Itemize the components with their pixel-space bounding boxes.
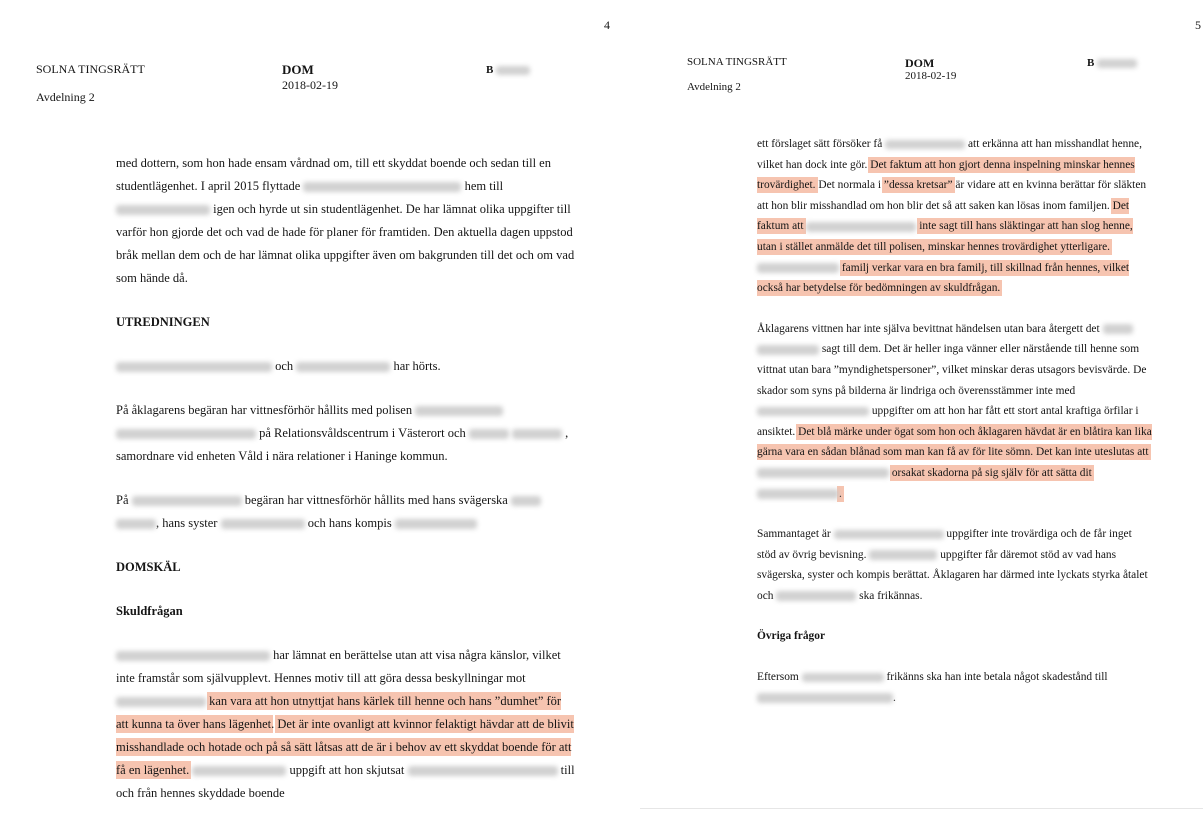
highlighted-text: Det blå märke under ögat som hon och åklagaren hävdat är en blåtira kan lika gärna vara en sådan blånad som man kan få av för lite sömn. Det kan inte uteslutas att xyxy=(757,425,1152,459)
text-run: uppgifter om att hon har fått ett stort antal kraftiga örfilar i ansiktet. xyxy=(757,405,1139,438)
text-run: frikänns ska han inte betala något skadestånd till xyxy=(886,671,1108,684)
redacted-name xyxy=(132,496,242,507)
redacted-name xyxy=(116,205,210,216)
highlighted-text: familj verkar vara en bra familj, till skillnad från hennes, xyxy=(841,261,1101,274)
text-run: Det normala i xyxy=(818,179,882,192)
heading-domskal: DOMSKÄL xyxy=(116,560,181,574)
court-name: SOLNA TINGSRÄTT xyxy=(36,62,145,76)
highlighted-text: Det faktum att hon gjort denna inspelning minskar hennes trovärdighet. xyxy=(757,158,1135,192)
redacted-name xyxy=(776,591,856,601)
heading-skuldfragan: Skuldfrågan xyxy=(116,604,183,618)
text-run: är vidare att en kvinna berättar för släkten att hon blir misshandlad om hon blir det så att saken kan lösas inom familjen. xyxy=(757,179,1147,212)
text-run: på Relationsvåldscentrum i Västerort och xyxy=(259,426,466,440)
redacted-name xyxy=(806,222,916,232)
paragraph-background xyxy=(116,152,576,290)
document-date: 2018-02-19 xyxy=(905,70,957,82)
text-run: På xyxy=(116,493,129,507)
text-run: sagt till dem. Det är heller inga vänner eller närstående till henne som vittnat utan bara ”myndighetspersoner”, vilket minskar deras utsagors bevisvärde. De skador som syns på bilderna är lindriga och överensstämmer inte med xyxy=(757,343,1147,397)
text-run: ett förslaget sätt försöker få xyxy=(757,138,883,150)
court-name: SOLNA TINGSRÄTT xyxy=(687,56,787,68)
case-prefix: B xyxy=(486,64,494,76)
highlighted-text: vilket också har betydelse för bedömningen av skuldfrågan. xyxy=(757,261,1130,295)
text-run: , samordnare vid enheten Våld i nära relationer i Haninge kommun. xyxy=(116,426,569,463)
document-type: DOM xyxy=(905,56,935,70)
redacted-name xyxy=(757,345,819,355)
redacted-name xyxy=(116,651,270,662)
redacted-name xyxy=(511,496,541,507)
highlighted-text: ”dessa kretsar” xyxy=(883,179,953,192)
text-run: och xyxy=(275,359,294,373)
text-run: uppgifter får däremot stöd av vad hans svägerska, syster och kompis berättat. Åklagaren har därmed inte lyckats styrka åtalet och xyxy=(757,548,1148,602)
judgment-body-left xyxy=(116,152,576,805)
paragraph-summary xyxy=(757,524,1152,606)
text-run: . xyxy=(271,717,275,731)
heading-utredningen: UTREDNINGEN xyxy=(116,315,210,329)
paragraph-prosecutor-witnesses xyxy=(116,399,576,468)
redacted-name xyxy=(116,362,272,373)
paragraph-recording xyxy=(757,134,1152,299)
paragraph-witnesses: Åklagarens vittnen har inte själva bevittnat händelsen utan bara återgett det sagt till dem. Det är heller inga vänner eller närstående till henne som vittnat utan bara ”myndighetspersoner”, vilket minskar deras utsagors bevisvärde. De skador som syns på bilderna är lindriga och överensstämmer inte med uppgifter om att hon har fått ett stort antal kraftiga örfilar i ansiktet. Det blå märke under ögat som hon och åklagaren hävdat är en blåtira kan lika gärna vara en sådan blånad som man kan få av för lite sömn. Det kan inte uteslutas att orsakat skadorna på sig själv för att sätta dit . xyxy=(757,322,1152,500)
page-number: 5 xyxy=(1195,18,1201,32)
heading-ovriga-fragor: Övriga frågor xyxy=(757,630,826,643)
text-run: och hans kompis xyxy=(307,516,392,530)
redacted-name xyxy=(1103,324,1133,334)
highlighted-text: kan vara att hon utnyttjat hans kärlek till henne och hans ”dumhet” för att kunna ta över hans lägenhet xyxy=(116,694,562,731)
document-page-right xyxy=(640,0,1203,815)
text-run: att erkänna att han misshandlat henne, vilket han dock inte gör. xyxy=(757,138,1142,171)
page-divider xyxy=(640,808,1203,809)
paragraph-defendant-witnesses xyxy=(116,489,576,535)
text-run: till och från hennes skyddade boende xyxy=(116,763,575,800)
text-run: Åklagarens vittnen har inte själva bevittnat händelsen utan bara återgett det xyxy=(757,322,1100,335)
highlighted-text: inte sagt till hans släktingar att han slog henne, utan i stället anmälde det till polisen, minskar hennes trovärdighet ytterligare. xyxy=(757,220,1133,253)
text-run: med dottern, som hon hade ensam vårdnad om, till ett skyddat boende och sedan till en studentlägenhet. I april 2015 flyttade xyxy=(116,156,551,193)
redacted-name xyxy=(757,263,839,273)
department: Avdelning 2 xyxy=(36,90,95,104)
highlighted-text: Det är inte ovanligt att kvinnor felaktigt hävdar att de blivit misshandlade och hotade och på så sätt låtsas att de är i behov av ett skyddat boende för att få en lägenhet. xyxy=(116,717,574,777)
department: Avdelning 2 xyxy=(687,81,741,93)
redacted-name xyxy=(869,550,937,560)
text-run: uppgift att hon skjutsat xyxy=(289,763,405,777)
page-number: 4 xyxy=(604,18,610,32)
paragraph-assessment xyxy=(116,644,576,805)
highlighted-text: orsakat skadorna på sig själv för att sätta dit xyxy=(891,466,1092,479)
redacted-name xyxy=(469,429,509,440)
redacted-name xyxy=(415,406,503,417)
redacted-name xyxy=(116,697,206,708)
redacted-name xyxy=(303,182,461,193)
text-run: hem till xyxy=(464,179,504,193)
text-run: På åklagarens begäran har vittnesförhör hållits med polisen xyxy=(116,403,413,417)
redacted-name xyxy=(512,429,562,440)
redacted-name xyxy=(834,530,944,540)
judgment-body-right xyxy=(757,134,1152,708)
redacted-name xyxy=(116,429,256,440)
text-run: , hans syster xyxy=(156,516,218,530)
redacted-name xyxy=(802,673,884,683)
text-run: Eftersom xyxy=(757,671,799,684)
redacted-name xyxy=(757,407,869,417)
redacted-name xyxy=(192,766,286,777)
redacted-name xyxy=(757,693,893,703)
redacted-name xyxy=(395,519,477,530)
redacted-name xyxy=(296,362,390,373)
text-run: har lämnat en berättelse utan att visa några känslor, vilket inte framstår som självupplevt. Hennes motiv till att göra dessa beskyllningar mot xyxy=(116,648,561,685)
paragraph-damages: Eftersom frikänns ska han inte betala något skadestånd till . xyxy=(757,671,1108,704)
case-number xyxy=(1087,57,1137,69)
text-run: begäran har vittnesförhör hållits med hans svägerska xyxy=(244,493,508,507)
text-run: Sammantaget är xyxy=(757,528,831,541)
document-date: 2018-02-19 xyxy=(282,78,338,92)
text-run: igen och hyrde ut sin studentlägenhet. De har lämnat olika uppgifter till varför hon gjorde det och vad de hade för planer för framtiden. Den aktuella dagen uppstod bråk mellan dem och de har lämnat olika uppgifter även om bakgrunden till det och om vad som hände då. xyxy=(116,202,575,285)
redacted-name xyxy=(116,519,156,530)
redacted-name xyxy=(408,766,558,777)
redacted-case-number xyxy=(1097,59,1137,68)
text-run: har hörts. xyxy=(393,359,441,373)
redacted-name xyxy=(757,489,839,499)
document-type: DOM xyxy=(282,62,314,77)
text-run: ska frikännas. xyxy=(859,589,923,602)
redacted-case-number xyxy=(496,66,530,75)
paragraph-heard xyxy=(116,355,576,378)
case-number xyxy=(486,64,530,76)
redacted-name xyxy=(757,468,889,478)
text-run: uppgifter inte trovärdiga och de får inget stöd av övrig bevisning. xyxy=(757,528,1132,561)
redacted-name xyxy=(885,140,965,150)
redacted-name xyxy=(221,519,305,530)
case-prefix: B xyxy=(1087,57,1095,69)
highlighted-text: Det faktum att xyxy=(757,199,1130,233)
